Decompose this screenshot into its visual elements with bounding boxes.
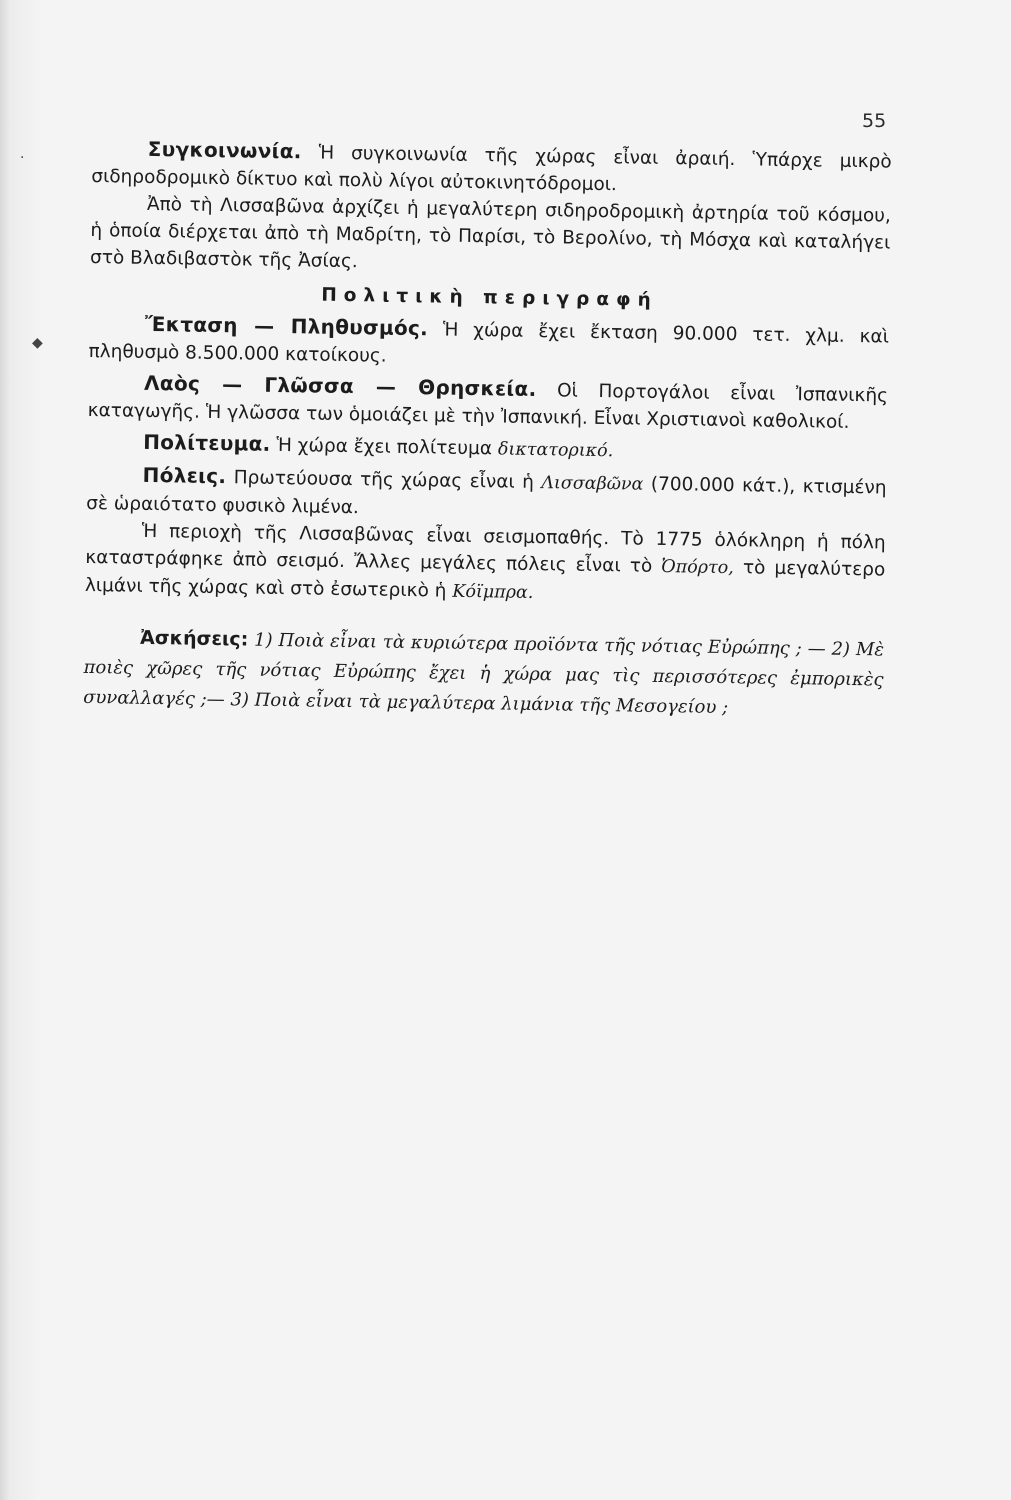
cities-text-2: (700.000 κάτ.), κτισμένη σὲ ὡραιότατο φυσικὸ λιμένα. [86, 473, 887, 519]
government-text: Ἡ χώρα ἔχει πολίτευμα [270, 434, 499, 460]
government-title: Πολίτευμα. [142, 429, 271, 456]
transport-text: Ἡ συγκοινωνία τῆς χώρας εἶναι ἀραιή. Ὑπάρχε μικρὸ σιδηροδρομικὸ δίκτυο καὶ πολὺ λίγοι αὐτοκινητόδρομοι. [91, 142, 892, 196]
exercises-paragraph [83, 622, 884, 726]
cities-coimbra: Κόϊμπρα. [452, 581, 534, 603]
margin-mark: · [20, 150, 25, 166]
cities-oporto: Ὀπόρτο, [661, 556, 734, 579]
cities-text-3: Ἡ περιοχὴ τῆς Λισσαβῶνας εἶναι σεισμοπαθής. Τὸ 1775 ὁλόκληρη ἡ πόλη καταστράφηκε ἀπὸ σεισμό. Ἄλλες μεγάλες πόλεις εἶναι τὸ [85, 520, 886, 577]
cities-capital: Λισσαβῶνα [541, 473, 644, 495]
exercises-label: Ἀσκήσεις: [139, 626, 249, 651]
railway-paragraph: Ἀπὸ τὴ Λισσαβῶνα ἀρχίζει ἡ μεγαλύτερη σιδηροδρομικὴ ἀρτηρία τοῦ κόσμου, ἡ ὁποία διέρχεται ἀπὸ τὴ Μαδρίτη, τὸ Παρίσι, τὸ Βερολίνο, τὴ Μόσχα καὶ καταλήγει στὸ Βλαδιβαστὸκ τῆς Ἀσίας. [89, 193, 891, 273]
margin-mark: ◆ [32, 335, 43, 351]
cities-text-4: τὸ μεγαλύτερο λιμάνι τῆς χώρας καὶ στὸ ἐσωτερικὸ ἡ [84, 557, 886, 602]
people-paragraph [87, 369, 888, 437]
people-text: Οἱ Πορτογάλοι εἶναι Ἰσπανικῆς καταγωγῆς. Ἡ γλῶσσα των ὁμοιάζει μὲ τὴν Ἰσπανική. Εἶναι Χριστιανοὶ καθολικοί. [87, 380, 889, 433]
area-text: Ἡ χώρα ἔχει ἔκταση 90.000 τετ. χλμ. καὶ πληθυσμὸ 8.500.000 κατοίκους. [88, 319, 890, 367]
government-italic: δικτατορικό. [497, 439, 614, 462]
section-heading: Πολιτικὴ περιγραφή [321, 284, 658, 311]
people-title: Λαὸς — Γλῶσσα — Θρησκεία. [143, 370, 537, 402]
cities-text-1: Πρωτεύουσα τῆς χώρας εἶναι ἡ [226, 467, 542, 494]
earthquake-paragraph [85, 517, 886, 613]
cities-title: Πόλεις. [142, 462, 227, 489]
page-content [83, 135, 892, 725]
transport-title: Συγκοινωνία. [147, 136, 302, 164]
page-number: 55 [862, 110, 887, 132]
area-paragraph [88, 310, 889, 378]
area-title: Ἔκταση — Πληθυσμός. [144, 311, 429, 341]
exercises-text: 1) Ποιὰ εἶναι τὰ κυριώτερα προϊόντα τῆς νότιας Εὐρώπης ; — 2) Μὲ ποιὲς χῶρες τῆς νότιας Εὐρώπης ἔχει ἡ χώρα μας τὶς περισσότερες ἐμπορικὲς συναλλαγές ;— 3) Ποιὰ εἶναι τὰ μεγαλύτερα λιμάνια τῆς Μεσογείου ; [82, 629, 885, 719]
